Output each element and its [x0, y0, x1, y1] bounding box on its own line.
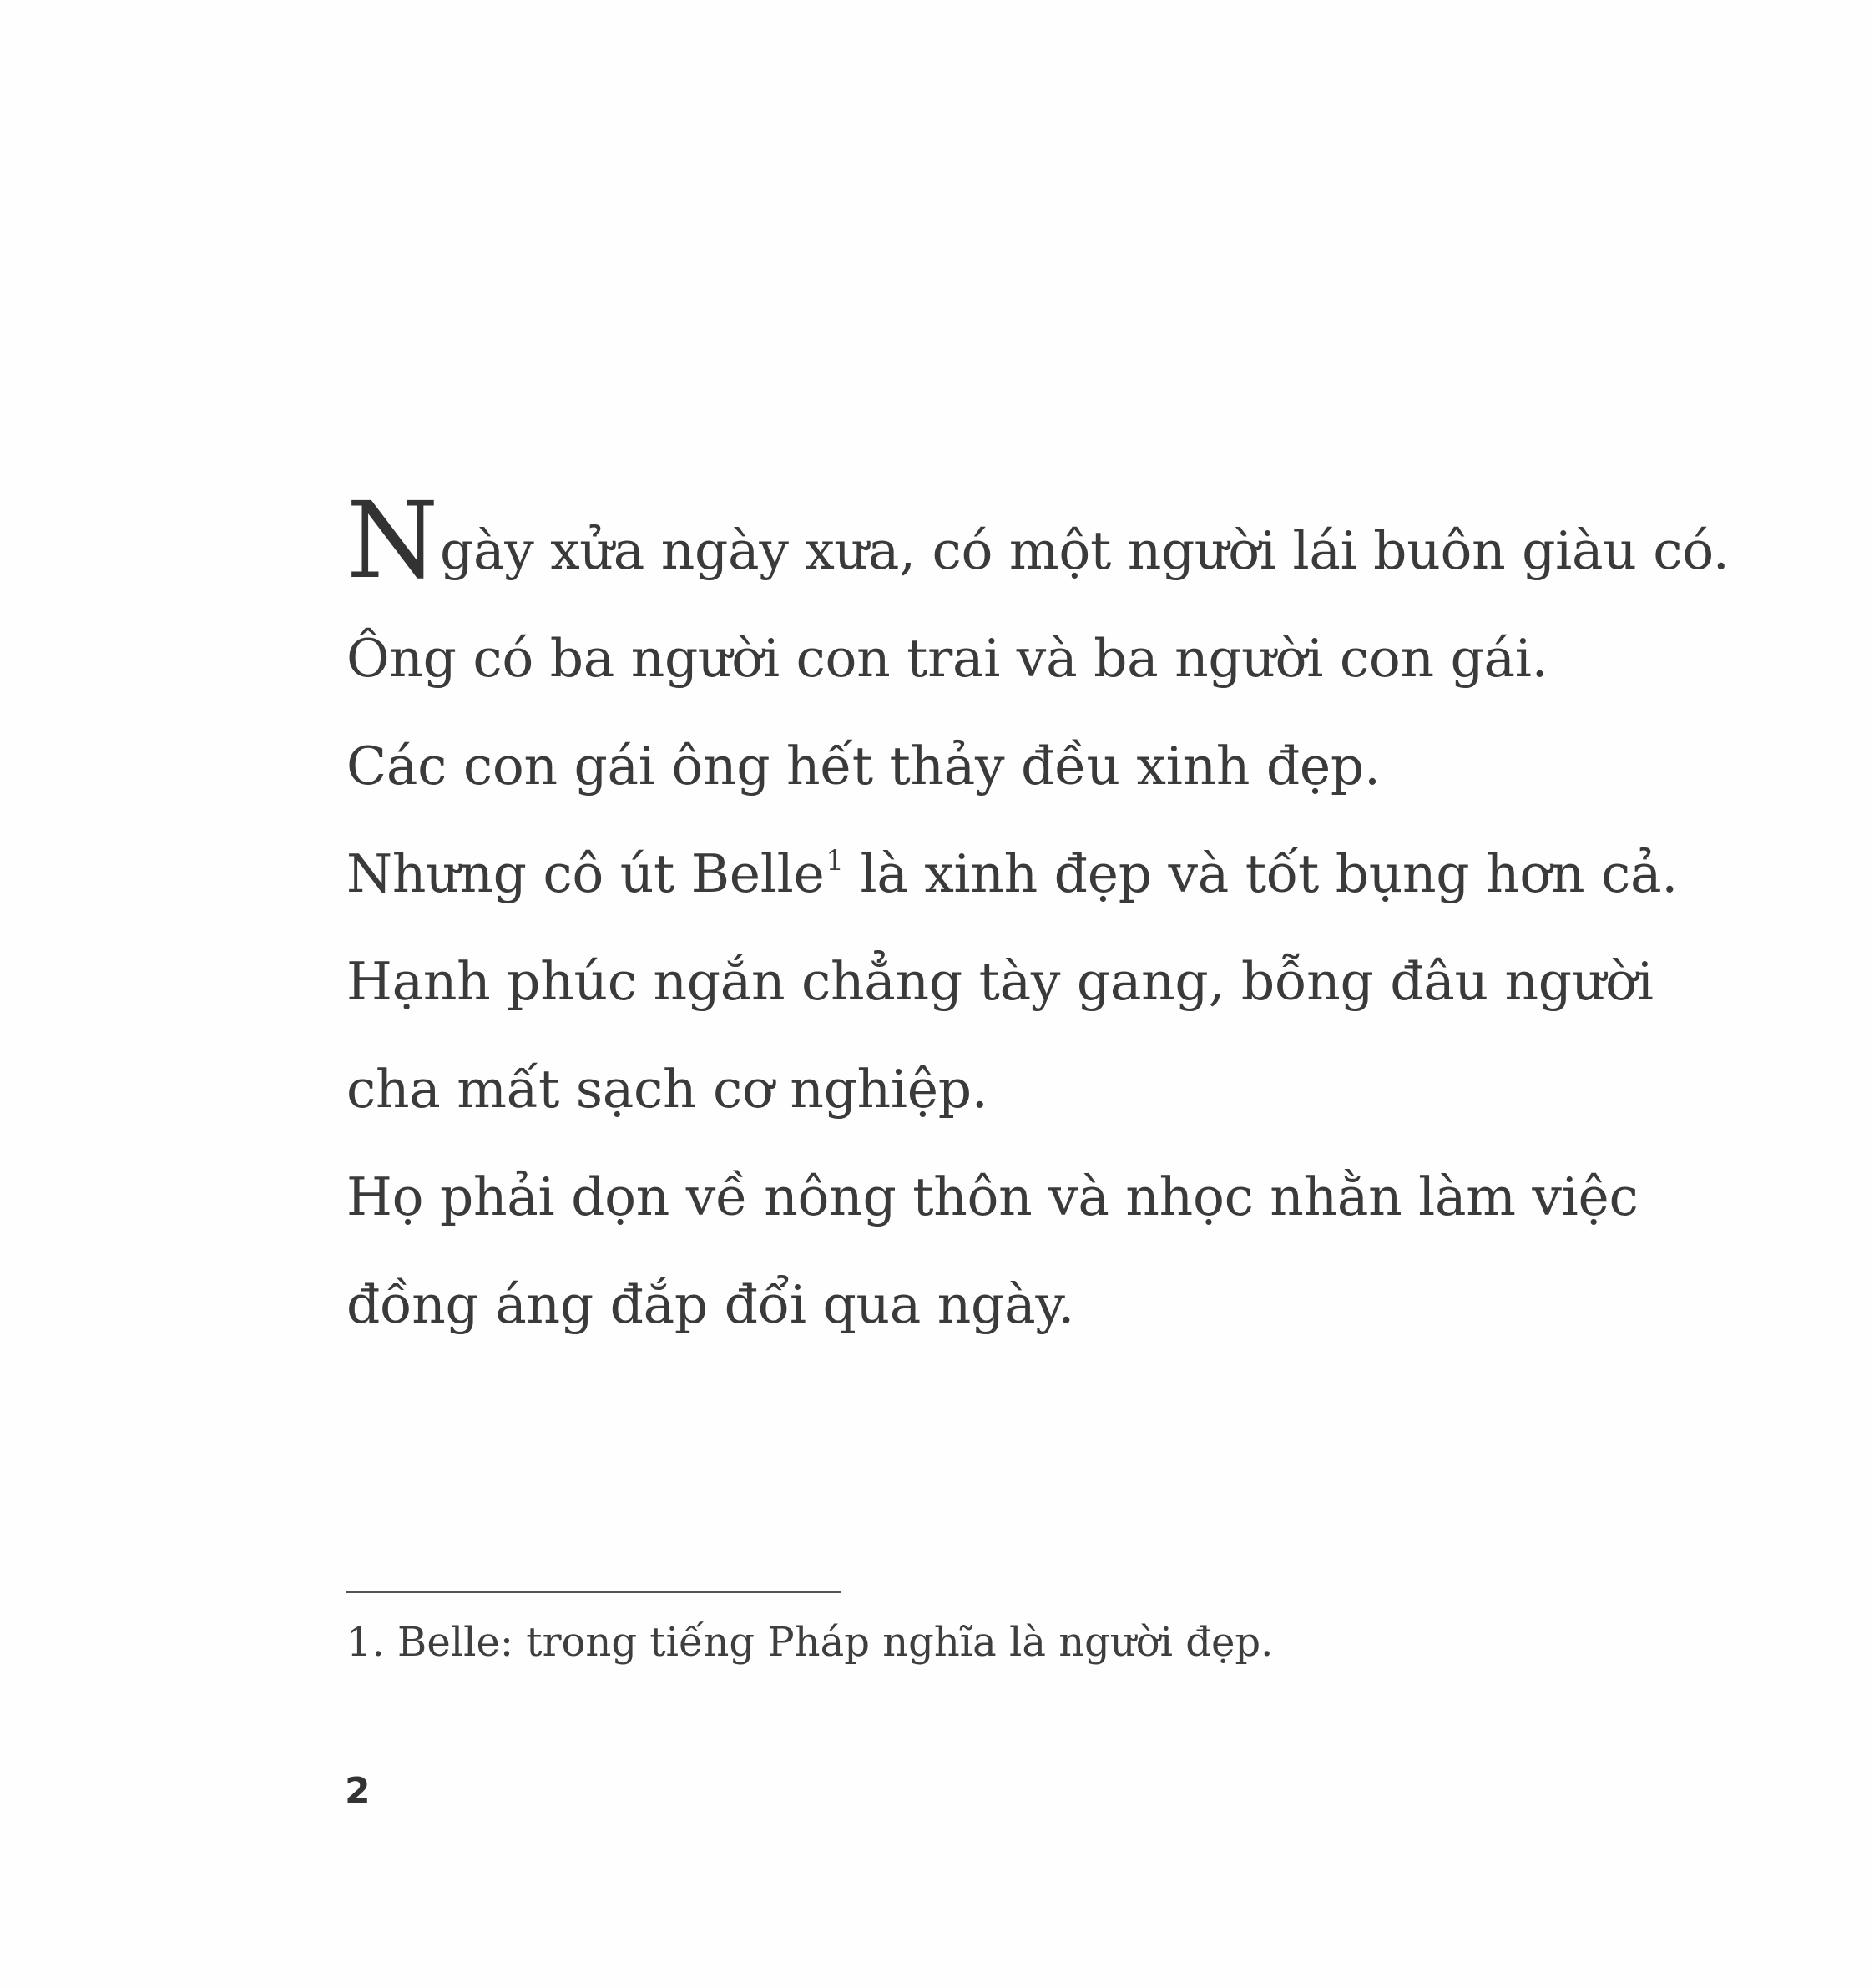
story-line-2: Ông có ba người con trai và ba người con gái.: [346, 628, 1548, 689]
story-line-8: đồng áng đắp đổi qua ngày.: [346, 1274, 1074, 1335]
footnote-reference: 1: [826, 844, 844, 878]
story-line-6: cha mất sạch cơ nghiệp.: [346, 1059, 988, 1120]
story-line-4: [346, 820, 1715, 928]
story-line-3: Các con gái ông hết thảy đều xinh đẹp.: [346, 736, 1381, 797]
story-line-4-end: là xinh đẹp và tốt bụng hơn cả.: [843, 843, 1678, 904]
story-line-5: Hạnh phúc ngắn chẳng tày gang, bỗng đâu người: [346, 951, 1654, 1012]
story-line-1: [346, 479, 1730, 604]
story-line-4-start: Nhưng cô út Belle: [346, 843, 825, 904]
page-number: 2: [345, 1770, 371, 1813]
footnote-divider: [346, 1591, 841, 1593]
story-line-1-text: gày xửa ngày xưa, có một người lái buôn giàu có.: [439, 520, 1730, 581]
story-text: [346, 479, 1730, 1358]
footnote: 1. Belle: trong tiếng Pháp nghĩa là người đẹp.: [346, 1619, 1274, 1666]
story-line-7: Họ phải dọn về nông thôn và nhọc nhằn làm việc: [346, 1166, 1639, 1227]
drop-cap: N: [346, 479, 438, 602]
